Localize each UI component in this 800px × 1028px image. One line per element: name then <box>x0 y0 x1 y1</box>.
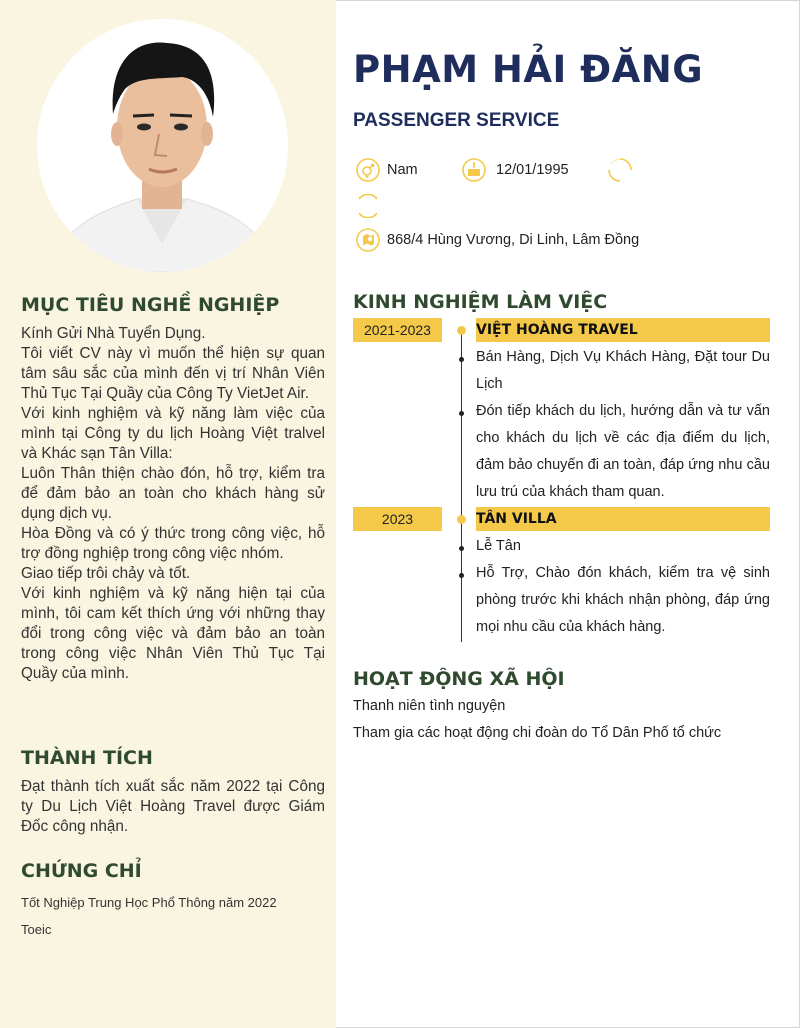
profile-photo <box>37 19 288 272</box>
objective-line: Với kinh nghiệm và kỹ năng làm việc của mình tại Công ty du lịch Hoàng Việt tralvel và Khác sạn Tân Villa: <box>21 405 325 462</box>
objective-text <box>21 324 325 684</box>
job-company: VIỆT HOÀNG TRAVEL <box>476 318 770 342</box>
achievements-text: Đạt thành tích xuất sắc năm 2022 tại Công ty Du Lịch Việt Hoàng Travel được Giám Đốc công nhận. <box>21 778 325 835</box>
job-company: TÂN VILLA <box>476 507 770 531</box>
objective-line: Hòa Đồng và có ý thức trong công việc, hỗ trợ đồng nghiệp trong công việc nhóm. <box>21 525 325 562</box>
birthday-cake-icon <box>462 158 486 182</box>
activity-item: Thanh niên tình nguyện <box>353 698 506 714</box>
objective-line: Luôn Thân thiện chào đón, hỗ trợ, kiểm tra để đảm bảo an toàn cho khách hàng sử dụng dịch vụ. <box>21 465 325 522</box>
certificate-item: Toeic <box>21 922 52 937</box>
job-bullet: Đón tiếp khách du lịch, hướng dẫn và tư vấn cho khách du lịch về các địa điểm du lịch, đảm bảo chuyến đi an toàn, đáp ứng nhu cầu lưu trú của khách tham quan. <box>476 403 770 500</box>
timeline-line <box>461 330 462 642</box>
certificates-title: CHỨNG CHỈ <box>21 860 142 882</box>
map-pin-icon <box>356 228 380 252</box>
candidate-name: PHẠM HẢI ĐĂNG <box>353 48 704 91</box>
activity-item: Tham gia các hoạt động chi đoàn do Tổ Dân Phố tổ chức <box>353 725 722 741</box>
bullet-dot <box>459 546 464 551</box>
sidebar <box>0 0 336 1028</box>
job-bullet: Bán Hàng, Dịch Vụ Khách Hàng, Đặt tour Du Lịch <box>476 349 770 392</box>
activities-title: HOẠT ĐỘNG XÃ HỘI <box>353 668 565 690</box>
job-years: 2023 <box>353 507 442 531</box>
bullet-dot <box>459 411 464 416</box>
objective-line: Giao tiếp trôi chảy và tốt. <box>21 565 191 582</box>
birthday-value: 12/01/1995 <box>496 162 569 178</box>
gender-icon <box>356 158 380 182</box>
phone-icon <box>608 158 632 182</box>
job-bullet: Lễ Tân <box>476 538 521 554</box>
experience-title: KINH NGHIỆM LÀM VIỆC <box>353 291 608 313</box>
timeline-dot <box>457 515 466 524</box>
job-title: PASSENGER SERVICE <box>353 110 560 131</box>
objective-title: MỤC TIÊU NGHỀ NGHIỆP <box>21 294 280 316</box>
achievements-title: THÀNH TÍCH <box>21 747 153 769</box>
job-years: 2021-2023 <box>353 318 442 342</box>
bullet-dot <box>459 573 464 578</box>
bullet-dot <box>459 357 464 362</box>
timeline-dot <box>457 326 466 335</box>
gender-value: Nam <box>387 162 418 178</box>
email-icon <box>356 194 380 218</box>
objective-line: Kính Gửi Nhà Tuyển Dụng. <box>21 325 206 342</box>
objective-line: Với kinh nghiệm và kỹ năng hiện tại của mình, tôi cam kết thích ứng với những thay đổi trong công việc và đảm bảo an toàn trong công việc Nhân Viên Thủ Tục Tại Quầy của mình. <box>21 585 325 682</box>
certificate-item: Tốt Nghiệp Trung Học Phổ Thông năm 2022 <box>21 895 277 910</box>
address-value: 868/4 Hùng Vương, Di Linh, Lâm Đồng <box>387 232 640 248</box>
objective-line: Tôi viết CV này vì muốn thể hiện sự quan tâm sâu sắc của mình đến vị trí Nhân Viên Thủ Tục Tại Quầy của Công Ty VietJet Air. <box>21 345 325 402</box>
job-bullet: Hỗ Trợ, Chào đón khách, kiểm tra vệ sinh phòng trước khi khách nhận phòng, đáp ứng mọi nhu cầu của khách hàng. <box>476 565 770 635</box>
